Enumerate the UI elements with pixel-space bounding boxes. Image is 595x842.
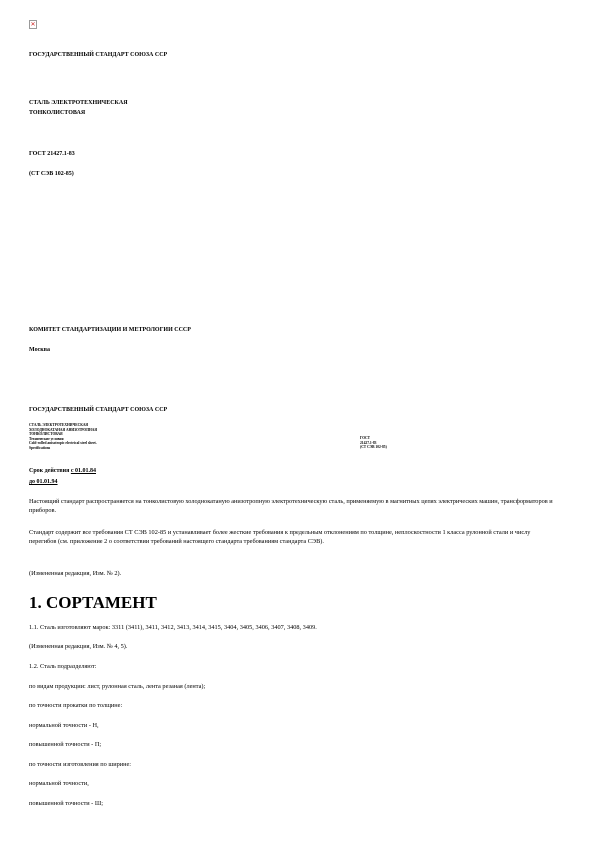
section-item: по точности прокатки по толщине: bbox=[29, 702, 123, 709]
header-right-line: ГОСТ bbox=[360, 436, 371, 440]
header-left-block bbox=[29, 423, 229, 451]
validity-from: с 01.01.84 bbox=[70, 468, 97, 474]
section-item: 1.1. Сталь изготовляют марок: 3311 (3411), 3411, 3412, 3413, 3414, 3415, 3404, 3405, 3406, 3407, 3408, 3409. bbox=[29, 624, 317, 631]
cover-st-sev: (СТ СЭВ 102-85) bbox=[29, 171, 74, 177]
section-item: 1.2. Сталь подразделяют: bbox=[29, 663, 97, 670]
header-left-line: СТАЛЬ ЭЛЕКТРОТЕХНИЧЕСКАЯ bbox=[29, 423, 89, 427]
validity-line bbox=[29, 467, 96, 475]
header-left-line: Технические условия bbox=[29, 436, 64, 441]
cover-state-standard: ГОСУДАРСТВЕННЫЙ СТАНДАРТ СОЮЗА ССР bbox=[29, 52, 168, 58]
section-heading: 1. СОРТАМЕНТ bbox=[29, 593, 157, 612]
paragraph-amendment: (Измененная редакция, Изм. № 2). bbox=[29, 570, 122, 577]
section-item: по видам продукции: лист, рулонная сталь, лента резаная (лента); bbox=[29, 683, 206, 690]
section-item: по точности изготовления по ширине: bbox=[29, 761, 132, 768]
section-item: нормальной точности, bbox=[29, 780, 89, 787]
section-item: нормальной точности - Н, bbox=[29, 722, 99, 729]
header-right-line: (СТ СЭВ 102-85) bbox=[360, 445, 387, 450]
validity-until: до 01.01.94 bbox=[29, 479, 58, 485]
header-state-standard: ГОСУДАРСТВЕННЫЙ СТАНДАРТ СОЮЗА ССР bbox=[29, 407, 168, 413]
cover-gost-code: ГОСТ 21427.1-83 bbox=[29, 151, 75, 157]
section-item: (Измененная редакция, Изм. № 4, 5). bbox=[29, 643, 128, 650]
section-item: повышенной точности - Ш; bbox=[29, 800, 103, 807]
cover-title-line2: ТОНКОЛИСТОВАЯ bbox=[29, 110, 86, 116]
validity-prefix: Срок действия bbox=[29, 468, 71, 474]
header-left-line: ТОНКОЛИСТОВАЯ bbox=[29, 432, 63, 437]
paragraph-requirements: Стандарт содержит все требования СТ СЭВ 102-85 и устанавливает более жесткие требования к предельным отклонениям по толщине, неплоскостности 1 класса рулонной стали и числу перегибов (см. приложение 2 о соответствии требований настоящего стандарта требованиям стандарта СЭВ). bbox=[29, 529, 531, 545]
header-left-line: Cold-rolled anisotropic electrical steel sheet. bbox=[29, 441, 97, 446]
header-left-line: ХОЛОДНОКАТАНАЯ АНИЗОТРОПНАЯ bbox=[29, 427, 97, 432]
cover-city: Москва bbox=[29, 347, 50, 353]
header-right-line: 21427.1-83 bbox=[360, 440, 377, 445]
cover-title-line1: СТАЛЬ ЭЛЕКТРОТЕХНИЧЕСКАЯ bbox=[29, 100, 128, 106]
section-item: повышенной точности - П; bbox=[29, 741, 102, 748]
cover-committee: КОМИТЕТ СТАНДАРТИЗАЦИИ И МЕТРОЛОГИИ СССР bbox=[29, 327, 191, 333]
header-left-line: Specifications bbox=[29, 445, 51, 450]
paragraph-scope: Настоящий стандарт распространяется на тонколистовую холоднокатаную анизотропную электротехническую сталь, применяемую в магнитных цепях электрических машин, трансформаторов и приборов. bbox=[29, 498, 553, 514]
header-right-block bbox=[360, 436, 460, 450]
broken-image-icon: ✕ bbox=[30, 20, 36, 28]
